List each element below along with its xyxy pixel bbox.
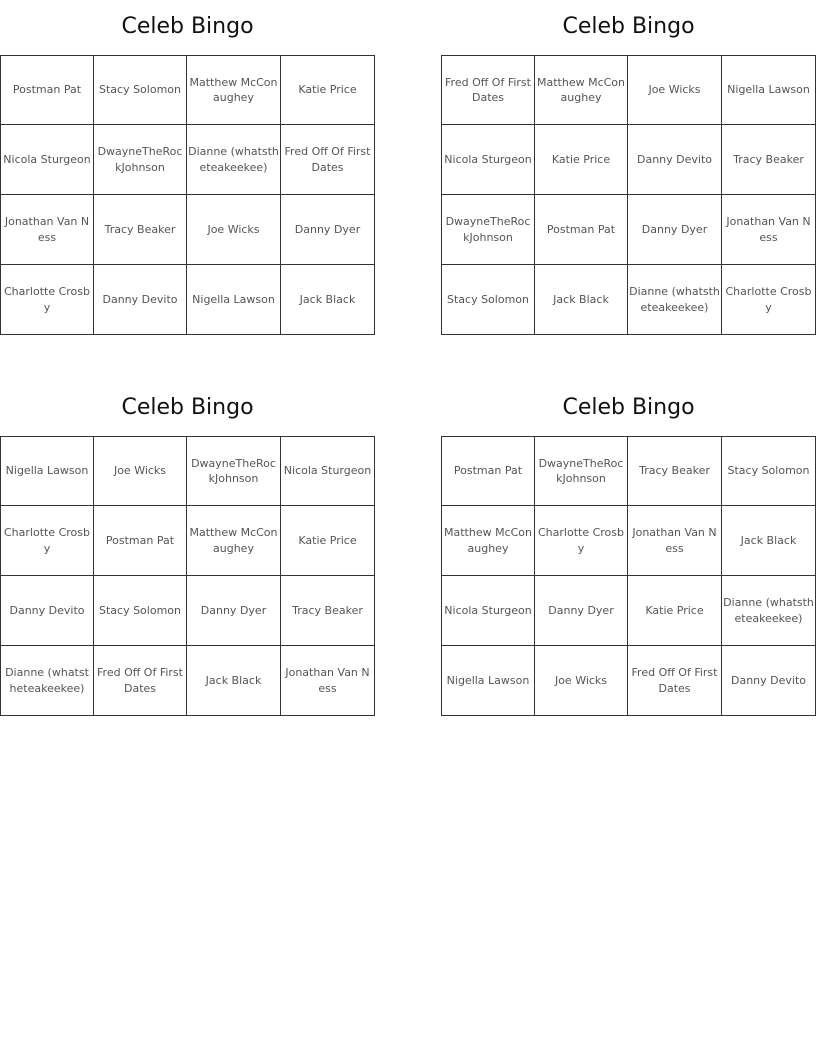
- bingo-cell: Matthew McConaughey: [535, 55, 628, 125]
- bingo-cell: Tracy Beaker: [281, 576, 375, 646]
- bingo-cell: Jack Black: [281, 265, 375, 335]
- bingo-cell: Matthew McConaughey: [187, 506, 281, 576]
- bingo-grid: [0, 436, 375, 716]
- bingo-grid: [0, 55, 375, 335]
- bingo-cell: Matthew McConaughey: [187, 55, 281, 125]
- bingo-cell: Danny Devito: [722, 646, 816, 716]
- bingo-cell: Charlotte Crosby: [722, 265, 816, 335]
- bingo-cell: Tracy Beaker: [628, 436, 722, 506]
- bingo-cell: Dianne (whatstheteakeekee): [722, 576, 816, 646]
- bingo-cell: Jonathan Van Ness: [281, 646, 375, 716]
- bingo-grid: [441, 436, 816, 716]
- bingo-cell: Fred Off Of First Dates: [628, 646, 722, 716]
- bingo-cell: Dianne (whatstheteakeekee): [187, 125, 281, 195]
- bingo-cell: Katie Price: [628, 576, 722, 646]
- bingo-cell: Postman Pat: [441, 436, 535, 506]
- bingo-cell: Jonathan Van Ness: [0, 195, 94, 265]
- bingo-cell: Nigella Lawson: [722, 55, 816, 125]
- bingo-cell: Danny Dyer: [187, 576, 281, 646]
- bingo-cell: Nicola Sturgeon: [441, 576, 535, 646]
- bingo-cell: Jack Black: [187, 646, 281, 716]
- bingo-cell: DwayneTheRockJohnson: [535, 436, 628, 506]
- bingo-cell: Jack Black: [535, 265, 628, 335]
- bingo-cell: Jonathan Van Ness: [628, 506, 722, 576]
- bingo-cell: Katie Price: [281, 506, 375, 576]
- bingo-cell: Postman Pat: [94, 506, 187, 576]
- bingo-cell: Charlotte Crosby: [535, 506, 628, 576]
- bingo-cell: Danny Dyer: [535, 576, 628, 646]
- bingo-cell: Dianne (whatstheteakeekee): [628, 265, 722, 335]
- bingo-cell: DwayneTheRockJohnson: [441, 195, 535, 265]
- bingo-grid: [441, 55, 816, 335]
- bingo-cell: Fred Off Of First Dates: [94, 646, 187, 716]
- bingo-cell: Nigella Lawson: [0, 436, 94, 506]
- bingo-cell: Joe Wicks: [628, 55, 722, 125]
- bingo-cell: Danny Dyer: [281, 195, 375, 265]
- bingo-cell: Danny Devito: [94, 265, 187, 335]
- bingo-cell: Danny Devito: [628, 125, 722, 195]
- bingo-cell: Stacy Solomon: [441, 265, 535, 335]
- bingo-cell: Stacy Solomon: [722, 436, 816, 506]
- bingo-cell: Katie Price: [535, 125, 628, 195]
- bingo-cell: Postman Pat: [0, 55, 94, 125]
- bingo-cell: Danny Devito: [0, 576, 94, 646]
- bingo-cell: Dianne (whatstheteakeekee): [0, 646, 94, 716]
- bingo-cell: Katie Price: [281, 55, 375, 125]
- bingo-cell: DwayneTheRockJohnson: [187, 436, 281, 506]
- bingo-cell: Tracy Beaker: [722, 125, 816, 195]
- bingo-cell: Stacy Solomon: [94, 576, 187, 646]
- bingo-cell: Danny Dyer: [628, 195, 722, 265]
- bingo-cell: Joe Wicks: [187, 195, 281, 265]
- card-title: Celeb Bingo: [121, 395, 254, 420]
- bingo-cell: Tracy Beaker: [94, 195, 187, 265]
- bingo-cell: Charlotte Crosby: [0, 506, 94, 576]
- bingo-cell: DwayneTheRockJohnson: [94, 125, 187, 195]
- bingo-cell: Nicola Sturgeon: [0, 125, 94, 195]
- bingo-cell: Nicola Sturgeon: [441, 125, 535, 195]
- bingo-cell: Postman Pat: [535, 195, 628, 265]
- bingo-cell: Jack Black: [722, 506, 816, 576]
- bingo-cell: Matthew McConaughey: [441, 506, 535, 576]
- bingo-cell: Jonathan Van Ness: [722, 195, 816, 265]
- bingo-cell: Nigella Lawson: [187, 265, 281, 335]
- bingo-cell: Fred Off Of First Dates: [281, 125, 375, 195]
- bingo-cell: Joe Wicks: [94, 436, 187, 506]
- bingo-cell: Joe Wicks: [535, 646, 628, 716]
- bingo-cell: Fred Off Of First Dates: [441, 55, 535, 125]
- bingo-cell: Stacy Solomon: [94, 55, 187, 125]
- bingo-cell: Charlotte Crosby: [0, 265, 94, 335]
- bingo-cell: Nigella Lawson: [441, 646, 535, 716]
- card-title: Celeb Bingo: [121, 14, 254, 39]
- card-title: Celeb Bingo: [562, 14, 695, 39]
- bingo-cell: Nicola Sturgeon: [281, 436, 375, 506]
- card-title: Celeb Bingo: [562, 395, 695, 420]
